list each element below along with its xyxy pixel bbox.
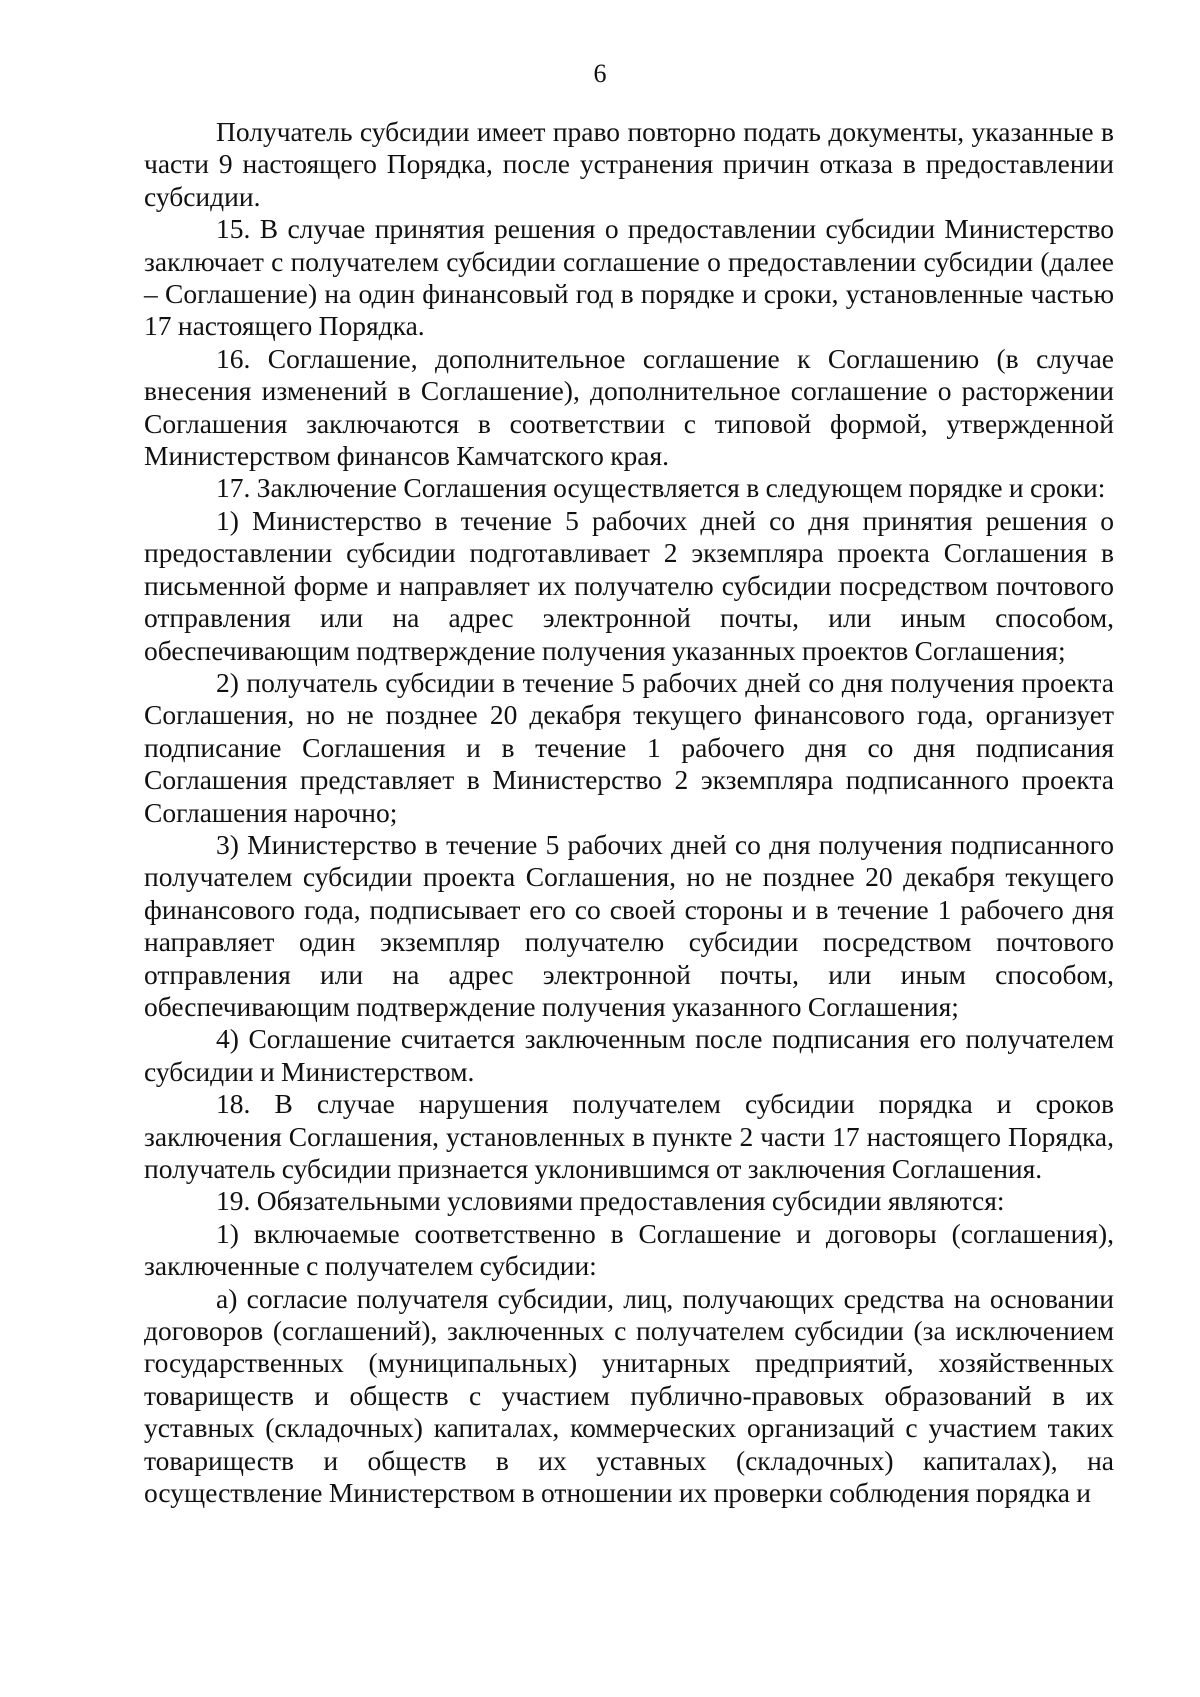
paragraph-19-item-1a: а) согласие получателя субсидии, лиц, получающих средства на основании договоров (соглашений), заключенных с получателем субсидии (за исключением государственных (муниципальных) унитарных предприятий, хозяйственных товариществ и обществ с участием публично-правовых образований в их уставных (складочных) капиталах, коммерческих организаций с участием таких товариществ и обществ в их уставных (складочных) капиталах), на осуществление Министерством в отношении их проверки соблюдения порядка и bbox=[144, 1282, 1114, 1509]
paragraph-18: 18. В случае нарушения получателем субсидии порядка и сроков заключения Соглашения, установленных в пункте 2 части 17 настоящего Порядка, получатель субсидии признается уклонившимся от заключения Соглашения. bbox=[144, 1088, 1114, 1184]
paragraph-17-item-4: 4) Соглашение считается заключенным после подписания его получателем субсидии и Министерством. bbox=[144, 1023, 1114, 1087]
paragraph-17-item-2: 2) получатель субсидии в течение 5 рабочих дней со дня получения проекта Соглашения, но не позднее 20 декабря текущего финансового года, организует подписание Соглашения и в течение 1 рабочего дня со дня подписания Соглашения представляет в Министерство 2 экземпляра подписанного проекта Соглашения нарочно; bbox=[144, 666, 1114, 828]
paragraph-15: 15. В случае принятия решения о предоставлении субсидии Министерство заключает с получателем субсидии соглашение о предоставлении субсидии (далее – Соглашение) на один финансовый год в порядке и сроки, установленные частью 17 настоящего Порядка. bbox=[144, 213, 1114, 342]
paragraph-19-item-1: 1) включаемые соответственно в Соглашение и договоры (соглашения), заключенные с получателем субсидии: bbox=[144, 1217, 1114, 1282]
paragraph-resubmission: Получатель субсидии имеет право повторно подать документы, указанные в части 9 настоящего Порядка, после устранения причин отказа в предоставлении субсидии. bbox=[144, 116, 1114, 212]
paragraph-17-item-3: 3) Министерство в течение 5 рабочих дней со дня получения подписанного получателем субсидии проекта Соглашения, но не позднее 20 декабря текущего финансового года, подписывает его со своей стороны и в течение 1 рабочего дня направляет один экземпляр получателю субсидии посредством почтового отправления или на адрес электронной почты, или иным способом, обеспечивающим подтверждение получения указанного Соглашения; bbox=[144, 828, 1114, 1022]
paragraph-16: 16. Соглашение, дополнительное соглашение к Соглашению (в случае внесения изменений в Соглашение), дополнительное соглашение о расторжении Соглашения заключаются в соответствии с типовой формой, утвержденной Министерством финансов Камчатского края. bbox=[144, 342, 1114, 472]
page-number: 6 bbox=[593, 59, 607, 88]
paragraph-17: 17. Заключение Соглашения осуществляется в следующем порядке и сроки: bbox=[216, 472, 1106, 504]
document-body bbox=[144, 116, 1114, 1509]
paragraph-17-item-1: 1) Министерство в течение 5 рабочих дней со дня принятия решения о предоставлении субсидии подготавливает 2 экземпляра проекта Соглашения в письменной форме и направляет их получателю субсидии посредством почтового отправления или на адрес электронной почты, или иным способом, обеспечивающим подтверждение получения указанных проектов Соглашения; bbox=[144, 504, 1114, 666]
paragraph-19: 19. Обязательными условиями предоставления субсидии являются: bbox=[216, 1185, 1005, 1217]
